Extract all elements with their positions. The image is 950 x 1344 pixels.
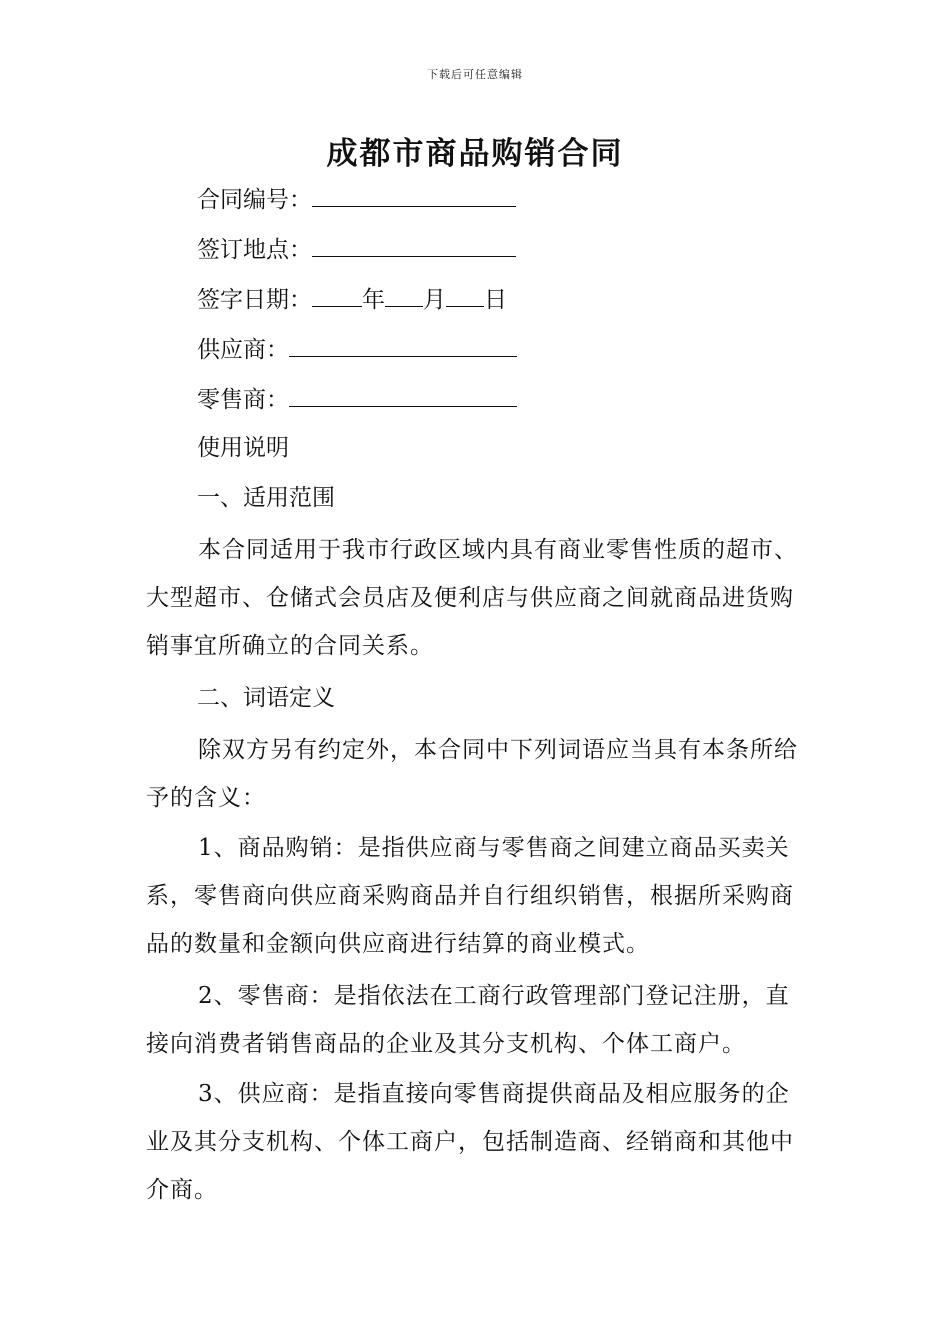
contract-number-field <box>197 185 516 215</box>
definition-intro-text: 除双方另有约定外，本合同中下列词语应当具有本条所给予的含义： <box>146 737 798 811</box>
header-note: 下载后可任意编辑 <box>427 68 523 81</box>
retailer-label: 零售商： <box>197 387 289 413</box>
document-title: 成都市商品购销合同 <box>326 136 624 172</box>
definition-heading: 二、词语定义 <box>197 685 335 711</box>
month-label: 月 <box>423 287 446 313</box>
item2-text: 2、零售商：是指依法在工商行政管理部门登记注册，直接向消费者销售商品的企业及其分支机构、个体工商户。 <box>146 983 790 1057</box>
scope-heading: 一、适用范围 <box>197 485 335 511</box>
contract-number-blank <box>312 186 516 207</box>
supplier-field <box>197 335 517 365</box>
item3-paragraph <box>146 1070 810 1214</box>
supplier-blank <box>289 336 517 357</box>
scope-paragraph <box>146 526 810 670</box>
year-label: 年 <box>362 287 385 313</box>
supplier-label: 供应商： <box>197 337 289 363</box>
sign-date-label: 签字日期： <box>197 287 312 313</box>
item2-paragraph <box>146 972 810 1068</box>
day-label: 日 <box>484 287 507 313</box>
scope-text: 本合同适用于我市行政区域内具有商业零售性质的超市、大型超市、仓储式会员店及便利店与供应商之间就商品进货购销事宜所确立的合同关系。 <box>146 537 798 659</box>
sign-place-field <box>197 235 516 265</box>
month-blank <box>385 286 423 307</box>
item3-text: 3、供应商：是指直接向零售商提供商品及相应服务的企业及其分支机构、个体工商户，包括制造商、经销商和其他中介商。 <box>146 1081 794 1203</box>
definition-intro-paragraph <box>146 726 810 822</box>
sign-place-blank <box>312 236 516 257</box>
sign-place-label: 签订地点： <box>197 237 312 263</box>
contract-number-label: 合同编号： <box>197 187 312 213</box>
day-blank <box>446 286 484 307</box>
retailer-field <box>197 385 517 415</box>
year-blank <box>312 286 362 307</box>
item1-paragraph <box>146 824 810 968</box>
sign-date-field <box>197 285 507 315</box>
item1-text: 1、商品购销：是指供应商与零售商之间建立商品买卖关系，零售商向供应商采购商品并自行组织销售，根据所采购商品的数量和金额向供应商进行结算的商业模式。 <box>146 835 794 957</box>
retailer-blank <box>289 386 517 407</box>
usage-heading: 使用说明 <box>197 435 289 461</box>
